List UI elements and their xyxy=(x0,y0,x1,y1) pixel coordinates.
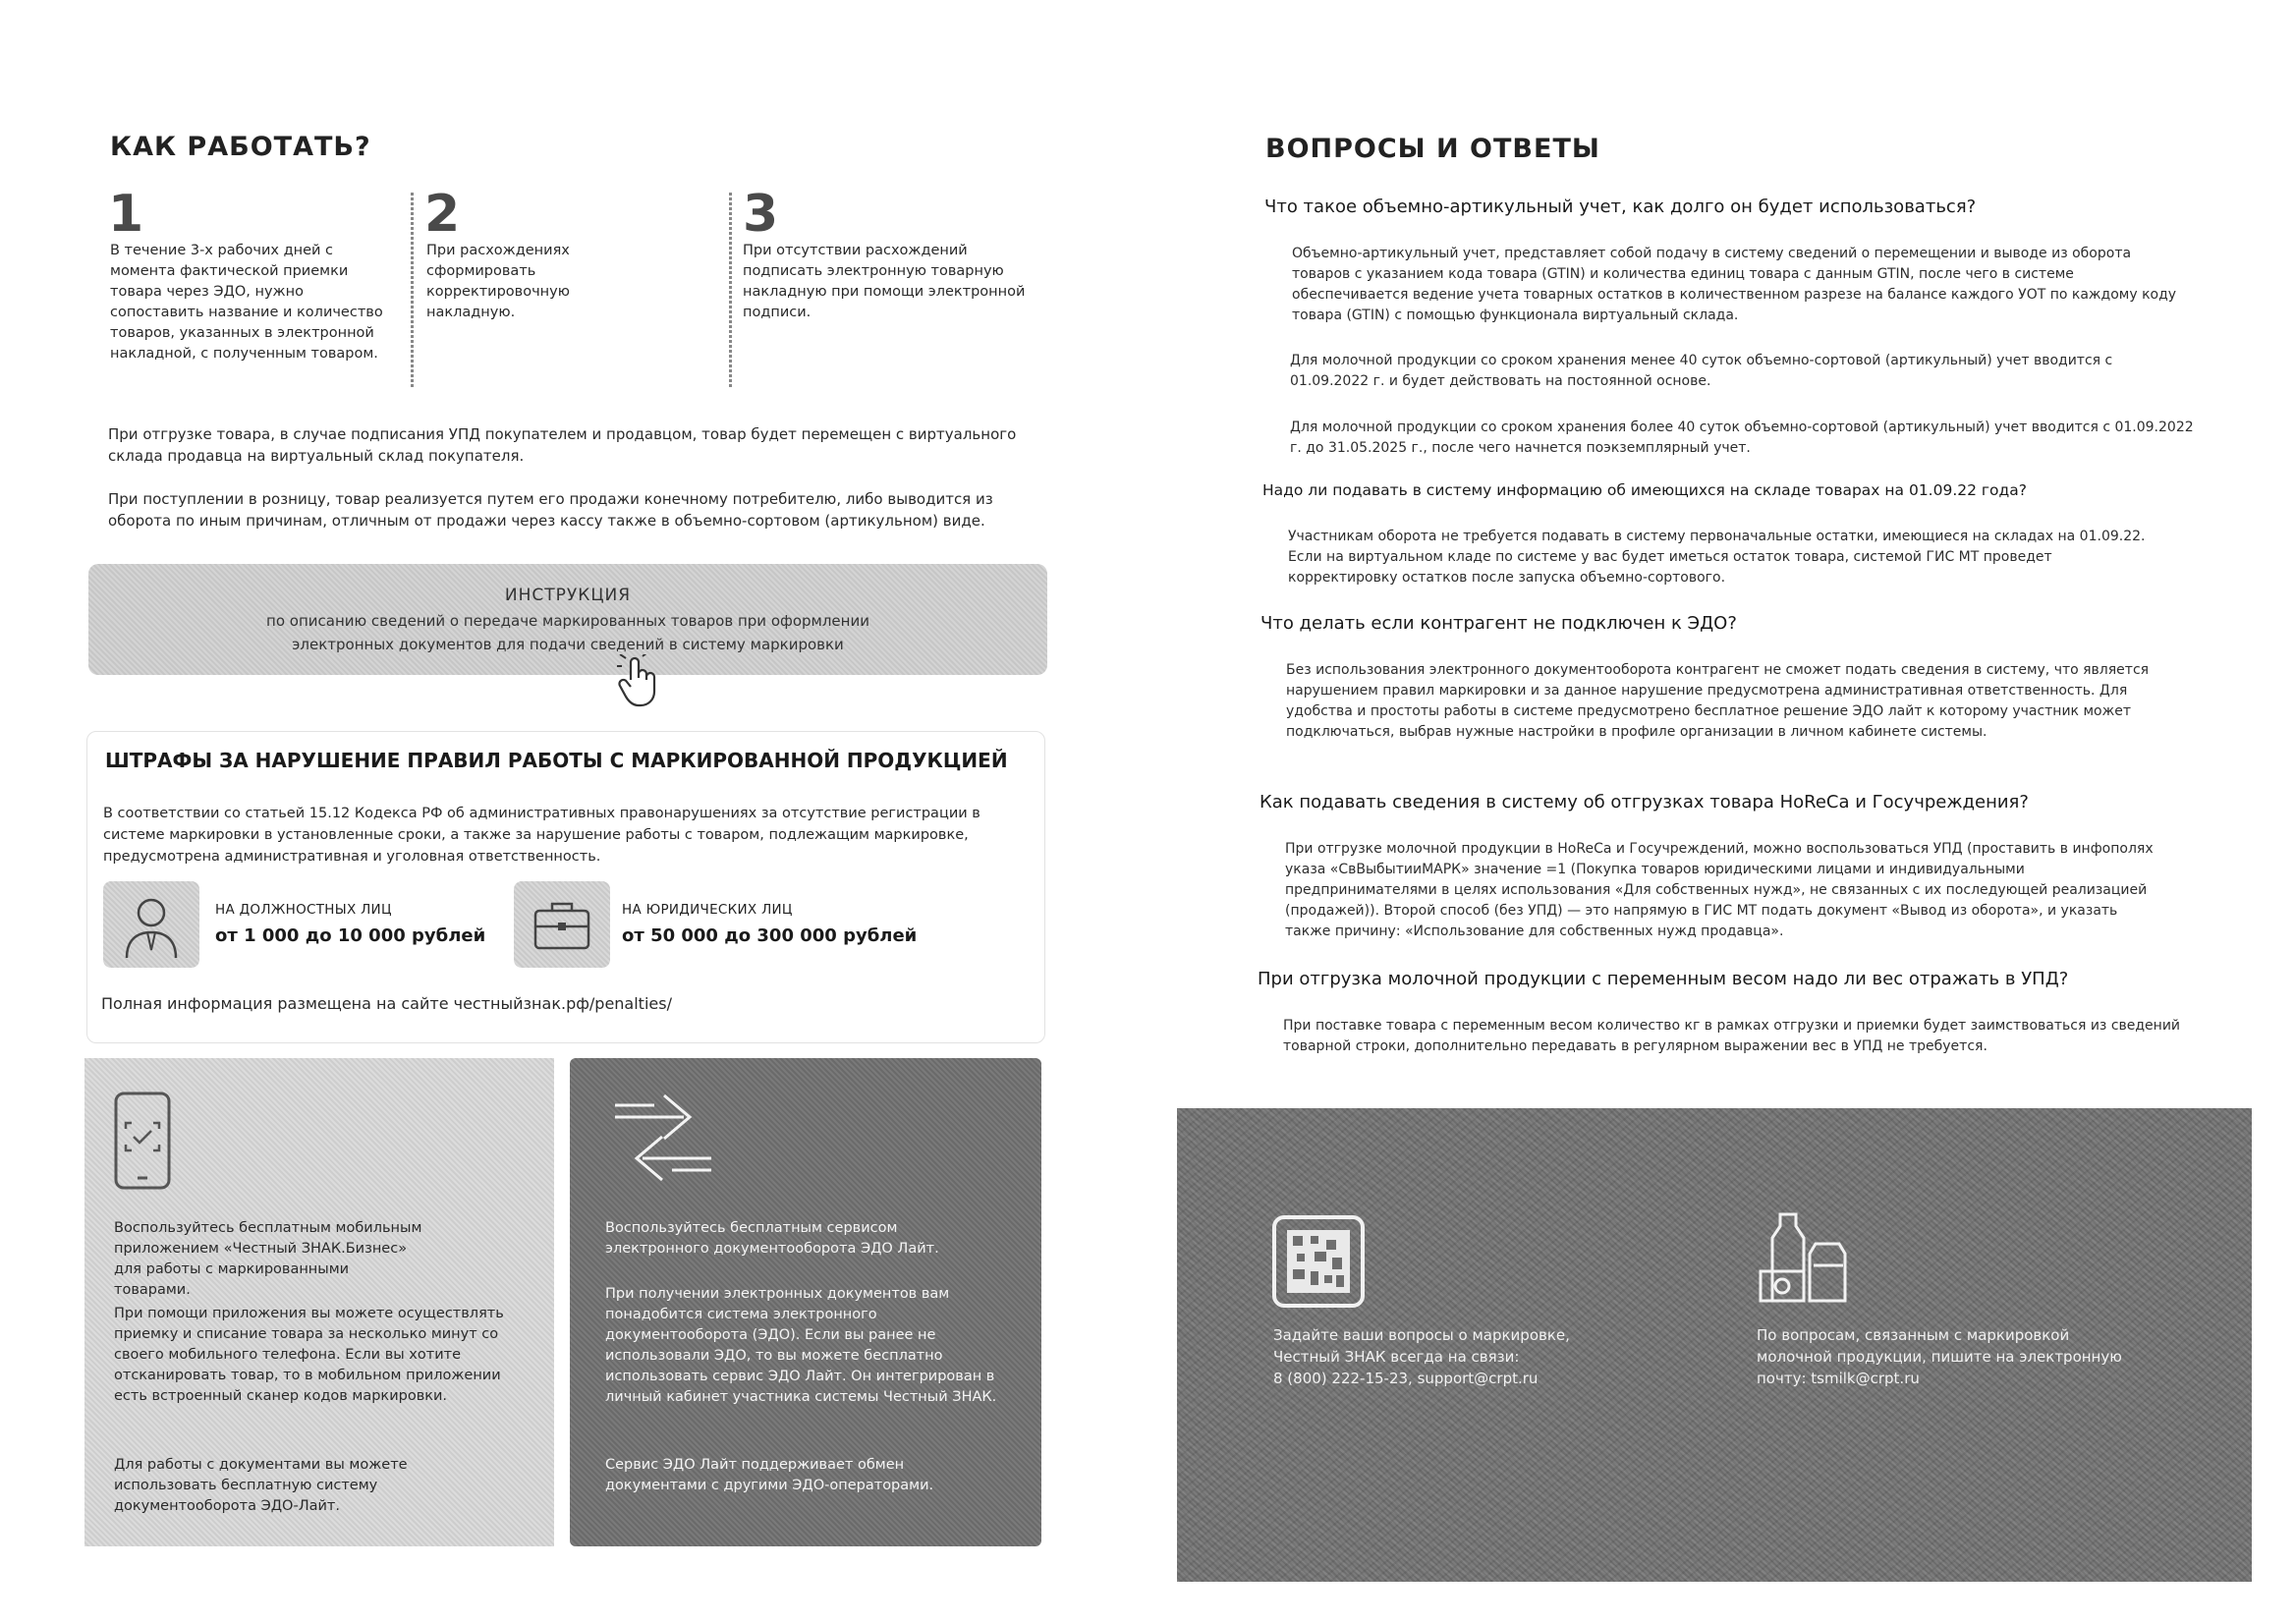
shipment-paragraph: При отгрузке товара, в случае подписания УПД покупателем и продавцом, товар будет перемещен с виртуального склада продавца на виртуальный склад покупателя. xyxy=(108,425,1017,465)
step-1-text: В течение 3-х рабочих дней с момента фактической приемки товара через ЭДО, нужно сопоставить название и количество товаров, указанных в электронной накладной, с полученным товаром. xyxy=(110,243,383,362)
official-person-icon xyxy=(103,881,199,968)
briefcase-icon xyxy=(514,881,610,968)
contact-email[interactable]: почту: tsmilk@crpt.ru xyxy=(1757,1370,1920,1387)
contact-phone-email[interactable]: 8 (800) 222-15-23, support@crpt.ru xyxy=(1273,1370,1539,1387)
edo-card-compat: Сервис ЭДО Лайт поддерживает обмен документами с другими ЭДО-операторами. xyxy=(605,1457,934,1493)
exchange-arrows-icon xyxy=(609,1084,717,1192)
instruction-line: по описанию сведений о передаче маркированных товаров при оформлении xyxy=(266,612,869,630)
legal-entities-label: НА ЮРИДИЧЕСКИХ ЛИЦ xyxy=(622,902,793,918)
app-card-intro: Воспользуйтесь бесплатным мобильным приложением «Честный ЗНАК.Бизнес» для работы с маркированными товарами. xyxy=(114,1220,422,1298)
faq-question-1: Что такое объемно-артикульный учет, как долго он будет использоваться? xyxy=(1264,196,1977,217)
faq-answer-2: Участникам оборота не требуется подавать в систему первоначальные остатки, имеющиеся на складах на 01.09.22. Если на виртуальном кладе по системе у вас будет иметься остаток товара, системой ГИС МТ проведет корректировку остатков после запуска объемно-сортового. xyxy=(1288,529,2146,586)
faq-answer-1: Для молочной продукции со сроком хранения более 40 суток объемно-сортовой (артикульный) учет вводится с 01.09.2022 г. до 31.05.2025 г., после чего начнется поэкземплярный учет. xyxy=(1290,420,2194,456)
mobile-app-card xyxy=(84,1058,554,1546)
step-2-number: 2 xyxy=(424,185,461,244)
step-divider xyxy=(411,193,414,387)
faq-answer-3: Без использования электронного документооборота контрагент не сможет подать сведения в систему, что является нарушением правил маркировки и за данное нарушение предусмотрена административная ответственность. Для удобства и простоты работы в системе предусмотрено бесплатное решение ЭДО лайт к которому участник может подключаться, выбрав нужные настройки в профиле организации в личном кабинете системы. xyxy=(1286,662,2150,740)
step-1-number: 1 xyxy=(108,185,144,244)
retail-paragraph: При поступлении в розницу, товар реализуется путем его продажи конечному потребителю, либо выводится из оборота по иным причинам, отличным от продажи через кассу также в объемно-сортовом (артикульном) виде. xyxy=(108,490,993,530)
how-to-work-title: КАК РАБОТАТЬ? xyxy=(110,132,371,162)
legal-entities-amount: от 50 000 до 300 000 рублей xyxy=(622,925,918,946)
app-card-edo-note: Для работы с документами вы можете использовать бесплатную систему документооборота ЭДО-Лайт. xyxy=(114,1457,408,1514)
contact-text-line: Честный ЗНАК всегда на связи: xyxy=(1273,1348,1520,1366)
fines-text: В соответствии со статьей 15.12 Кодекса РФ об административных правонарушениях за отсутствие регистрации в системе маркировки в установленные сроки, а также за нарушение работы с товаром, подлежащим маркировке, предусмотрена административная и уголовная ответственность. xyxy=(103,806,980,865)
instruction-description xyxy=(88,609,1047,656)
edo-card-intro: Воспользуйтесь бесплатным сервисом электронного документооборота ЭДО Лайт. xyxy=(605,1220,939,1257)
officials-label: НА ДОЛЖНОСТНЫХ ЛИЦ xyxy=(215,902,392,918)
faq-question-2: Надо ли подавать в систему информацию об имеющихся на складе товарах на 01.09.22 года? xyxy=(1262,481,2027,499)
faq-answer-1: Для молочной продукции со сроком хранения менее 40 суток объемно-сортовой (артикульный) учет вводится с 01.09.2022 г. и будет действовать на постоянной основе. xyxy=(1290,353,2113,389)
datamatrix-code-icon xyxy=(1271,1214,1366,1309)
step-divider xyxy=(729,193,732,387)
dairy-products-icon xyxy=(1757,1210,1855,1309)
contact-right-text xyxy=(1757,1324,2189,1389)
faq-answer-5: При поставке товара с переменным весом количество кг в рамках отгрузки и приемки будет заимствоваться из сведений товарной строки, дополнительно передавать в регулярном выражении вес в УПД не требуется. xyxy=(1283,1018,2181,1054)
fines-title: ШТРАФЫ ЗА НАРУШЕНИЕ ПРАВИЛ РАБОТЫ С МАРКИРОВАННОЙ ПРОДУКЦИЕЙ xyxy=(105,749,1008,772)
step-3-number: 3 xyxy=(743,185,779,244)
faq-question-5: При отгрузка молочной продукции с переменным весом надо ли вес отражать в УПД? xyxy=(1258,969,2069,989)
faq-answer-1: Объемно-артикульный учет, представляет собой подачу в систему сведений о перемещении и выводе из оборота товаров с указанием кода товара (GTIN) и количества единиц товара с данным GTIN, после чего в системе обеспечивается ведение учета товарных остатков в количественном разрезе на балансе каждого УОТ по каждому коду товара (GTIN) с помощью функционала виртуальный склада. xyxy=(1292,246,2177,323)
faq-question-4: Как подавать сведения в систему об отгрузках товара HoReCa и Госучреждения? xyxy=(1259,792,2029,812)
officials-amount: от 1 000 до 10 000 рублей xyxy=(215,925,486,946)
edo-lite-card xyxy=(570,1058,1041,1546)
fines-footer-link[interactable]: Полная информация размещена на сайте честныйзнак.рф/penalties/ xyxy=(101,994,672,1013)
phone-scan-icon xyxy=(104,1088,183,1196)
instruction-line: электронных документов для подачи сведений в систему маркировки xyxy=(292,636,844,653)
instruction-title: ИНСТРУКЦИЯ xyxy=(504,586,632,605)
app-card-details: При помощи приложения вы можете осуществлять приемку и списание товара за несколько минут со своего мобильного телефона. Если вы хотите отсканировать товар, то в мобильном приложении есть встроенный сканер кодов маркировки. xyxy=(114,1306,504,1404)
instruction-banner[interactable] xyxy=(88,564,1047,675)
step-2-text: При расхождениях сформировать корректировочную накладную. xyxy=(426,243,570,320)
contact-text-line: По вопросам, связанным с маркировкой xyxy=(1757,1326,2070,1344)
faq-answer-4: При отгрузке молочной продукции в HoReCa и Госучреждений, можно воспользоваться УПД (проставить в инфополях указа «СвВыбытииМАРК» значение =1 (Покупка товаров юридическими лицами и индивидуальными предпринимателями в целях использования «Для собственных нужд», не связанных с их последующей реализацией (продажей)). Второй способ (без УПД) — это напрямую в ГИС МТ подать документ «Вывод из оборота», и указать также причину: «Использование для собственных нужд продавца». xyxy=(1285,841,2154,939)
step-3-text: При отсутствии расхождений подписать электронную товарную накладную при помощи электронной подписи. xyxy=(743,243,1026,320)
contact-left-text xyxy=(1273,1324,1666,1389)
edo-card-details: При получении электронных документов вам понадобится система электронного документооборота (ЭДО). Если вы ранее не использовали ЭДО, то вы можете бесплатно использовать сервис ЭДО Лайт. Он интегрирован в личный кабинет участника системы Честный ЗНАК. xyxy=(605,1286,997,1405)
faq-title: ВОПРОСЫ И ОТВЕТЫ xyxy=(1265,134,1600,164)
fines-section xyxy=(86,731,1045,1043)
contact-banner xyxy=(1177,1108,2252,1582)
hand-pointer-icon xyxy=(617,654,660,709)
faq-question-3: Что делать если контрагент не подключен к ЭДО? xyxy=(1260,613,1737,634)
contact-text-line: Задайте ваши вопросы о маркировке, xyxy=(1273,1326,1570,1344)
contact-text-line: молочной продукции, пишите на электронную xyxy=(1757,1348,2122,1366)
